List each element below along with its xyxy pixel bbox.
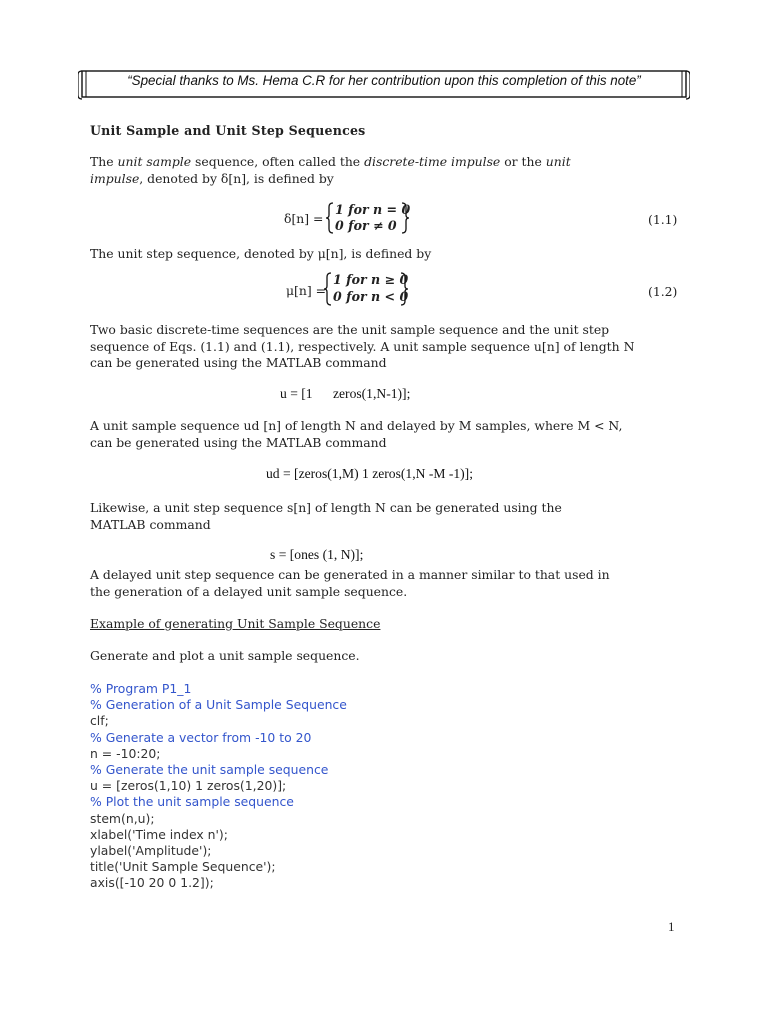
matlab-code-listing [90, 681, 347, 892]
left-brace-icon [323, 272, 333, 306]
equation-case-2: 0 for ≠ 0 [335, 218, 397, 233]
code-statement: u = [zeros(1,10) 1 zeros(1,20)]; [90, 778, 287, 794]
text-run: or the [500, 154, 546, 169]
section-heading: Unit Sample and Unit Step Sequences [90, 123, 366, 138]
code-comment: % Generate a vector from -10 to 20 [90, 729, 312, 745]
example-heading: Example of generating Unit Sample Sequence [90, 616, 381, 631]
paragraph-unit-sample-intro [90, 154, 650, 187]
equation-1-1 [0, 202, 768, 236]
text-line: sequence of Eqs. (1.1) and (1.1), respectively. A unit sample sequence u[n] of length N [90, 338, 635, 354]
right-brace-icon [399, 272, 409, 306]
text-line: the generation of a delayed unit sample sequence. [90, 583, 408, 599]
code-comment: % Program P1_1 [90, 681, 192, 696]
code-comment: % Generate the unit sample sequence [90, 762, 329, 778]
code-statement: n = -10:20; [90, 745, 161, 761]
equation-case-1: 1 for n = 0 [335, 202, 411, 217]
code-statement: ylabel('Amplitude'); [90, 843, 212, 859]
code-comment: % Plot the unit sample sequence [90, 794, 294, 810]
text-line: can be generated using the MATLAB command [90, 355, 387, 370]
matlab-command-unit-sample: u = [1 zeros(1,N-1)]; [280, 386, 411, 401]
equation-1-2 [0, 272, 768, 306]
text-line: Two basic discrete-time sequences are the unit sample sequence and the unit step [90, 322, 610, 337]
text-run: The [90, 154, 118, 169]
equation-number: (1.2) [648, 284, 678, 299]
matlab-command-unit-step: s = [ones (1, N)]; [270, 547, 364, 562]
term-unit: unit [545, 154, 571, 169]
text-line: A delayed unit step sequence can be generated in a manner similar to that used in [90, 567, 610, 582]
example-instruction: Generate and plot a unit sample sequence. [90, 648, 360, 663]
equation-case-2: 0 for n < 0 [333, 289, 409, 304]
code-statement: clf; [90, 713, 109, 729]
term-unit-sample: unit sample [117, 154, 192, 169]
right-brace-icon [400, 202, 410, 234]
text-run: sequence, often called the [191, 154, 365, 169]
paragraph-delayed-unit-step [90, 567, 690, 600]
text-run: , denoted by δ[n], is defined by [139, 170, 334, 186]
code-statement: title('Unit Sample Sequence'); [90, 859, 276, 875]
equation-lhs: δ[n] = [284, 211, 324, 226]
paragraph-delayed-unit-sample [90, 418, 690, 451]
equation-lhs: μ[n] = [286, 283, 327, 298]
text-line: A unit sample sequence ud [n] of length N and delayed by M samples, where M < N, [90, 418, 623, 433]
text-line: Likewise, a unit step sequence s[n] of length N can be generated using the [90, 500, 562, 515]
equation-case-1: 1 for n ≥ 0 [333, 272, 409, 287]
acknowledgement-banner [78, 69, 688, 99]
code-comment: % Generation of a Unit Sample Sequence [90, 697, 347, 713]
text-line: can be generated using the MATLAB command [90, 434, 387, 450]
equation-number: (1.1) [648, 212, 678, 227]
text-line: MATLAB command [90, 516, 211, 532]
matlab-command-delayed-unit-sample: ud = [zeros(1,M) 1 zeros(1,N -M -1)]; [266, 466, 473, 481]
code-statement: stem(n,u); [90, 810, 155, 826]
page-number: 1 [668, 919, 675, 934]
code-statement: axis([-10 20 0 1.2]); [90, 875, 214, 891]
code-statement: xlabel('Time index n'); [90, 826, 228, 842]
term-discrete-time-impulse: discrete-time impulse [364, 154, 501, 169]
paragraph-unit-step [90, 500, 690, 533]
banner-text: “Special thanks to Ms. Hema C.R for her contribution upon this completion of this note” [127, 73, 641, 88]
paragraph-basic-sequences [90, 322, 690, 372]
term-impulse: impulse [90, 170, 140, 186]
paragraph-unit-step-intro: The unit step sequence, denoted by μ[n], is defined by [90, 246, 432, 261]
left-brace-icon [325, 202, 335, 234]
